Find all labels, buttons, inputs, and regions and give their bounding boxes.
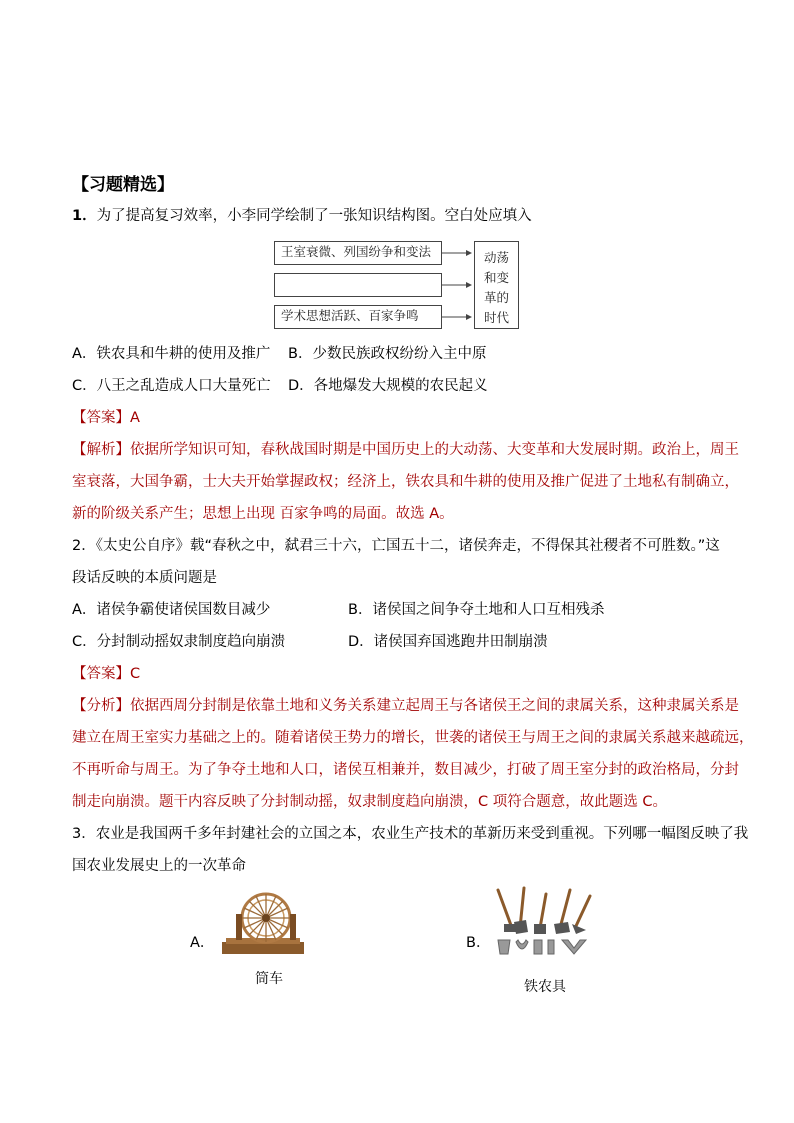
q1-stem xyxy=(72,206,532,226)
q1-analysis-line-3: 新的阶级关系产生；思想上出现 百家争鸣的局面。故选 A。 xyxy=(72,506,454,522)
q1-option-b: B．少数民族政权纷纷入主中原 xyxy=(288,346,487,362)
q2-answer: 【答案】C xyxy=(72,666,141,682)
diagram-arrows xyxy=(442,241,474,331)
q3-label-a: A． xyxy=(190,935,215,951)
q3-caption-a: 筒车 xyxy=(255,971,283,987)
q2-analysis-line-2: 建立在周王室实力基础之上的。随着诸侯王势力的增长，世袭的诸侯王与周王之间的隶属关系越来越疏远， xyxy=(72,730,754,746)
diagram-result-box xyxy=(474,241,519,329)
diagram-result-line-1: 动荡 xyxy=(483,250,509,265)
water-wheel-image xyxy=(222,888,304,954)
q3-stem-line-2: 国农业发展史上的一次革命 xyxy=(72,858,246,874)
q1-option-c: C．八王之乱造成人口大量死亡 xyxy=(72,378,271,394)
q3-label-b: B． xyxy=(466,935,491,951)
q1-option-a: A．铁农具和牛耕的使用及推广 xyxy=(72,346,271,362)
diagram-result-line-4: 时代 xyxy=(483,310,509,325)
diagram-result-line-3: 革的 xyxy=(483,290,509,305)
q2-option-a: A．诸侯争霸使诸侯国数目减少 xyxy=(72,602,271,618)
diagram-box-1: 王室衰微、列国纷争和变法 xyxy=(274,241,442,265)
q1-analysis-line-2: 室衰落，大国争霸，士大夫开始掌握政权；经济上，铁农具和牛耕的使用及推广促进了土地私有制确立， xyxy=(72,474,739,490)
q2-stem-line-1: 2．《太史公自序》载“春秋之中，弑君三十六，亡国五十二，诸侯奔走，不得保其社稷者不可胜数。”这 xyxy=(72,538,720,554)
q1-stem-text: 为了提高复习效率，小李同学绘制了一张知识结构图。空白处应填入 xyxy=(96,208,532,224)
diagram-box-blank xyxy=(274,273,442,297)
q3-stem-line-1: 3．农业是我国两千多年封建社会的立国之本，农业生产技术的革新历来受到重视。下列哪一幅图反映了我 xyxy=(72,826,749,842)
q2-analysis-line-3: 不再听命与周王。为了争夺土地和人口，诸侯互相兼并，数目减少，打破了周王室分封的政治格局，分封 xyxy=(72,762,739,778)
q3-caption-b: 铁农具 xyxy=(524,979,566,995)
q1-number: 1． xyxy=(72,208,97,224)
q1-analysis-line-1: 【解析】依据所学知识可知，春秋战国时期是中国历史上的大动荡、大变革和大发展时期。政治上，周王 xyxy=(72,442,739,458)
q2-option-b: B．诸侯国之间争夺土地和人口互相残杀 xyxy=(348,602,605,618)
q1-answer: 【答案】A xyxy=(72,410,140,426)
q2-analysis-line-1: 【分析】依据西周分封制是依靠土地和义务关系建立起周王与各诸侯王之间的隶属关系，这种隶属关系是 xyxy=(72,698,739,714)
q2-option-d: D．诸侯国弃国逃跑井田制崩溃 xyxy=(348,634,548,650)
section-title: 【习题精选】 xyxy=(72,175,174,195)
q2-option-c: C．分封制动摇奴隶制度趋向崩溃 xyxy=(72,634,286,650)
q2-analysis-line-4: 制走向崩溃。题干内容反映了分封制动摇，奴隶制度趋向崩溃，C 项符合题意，故此题选 C。 xyxy=(72,794,667,810)
q1-option-d: D．各地爆发大规模的农民起义 xyxy=(288,378,488,394)
q2-stem-line-2: 段话反映的本质问题是 xyxy=(72,570,217,586)
iron-tools-image xyxy=(490,884,596,960)
diagram-result-line-2: 和变 xyxy=(483,270,509,285)
diagram-box-3: 学术思想活跃、百家争鸣 xyxy=(274,305,442,329)
